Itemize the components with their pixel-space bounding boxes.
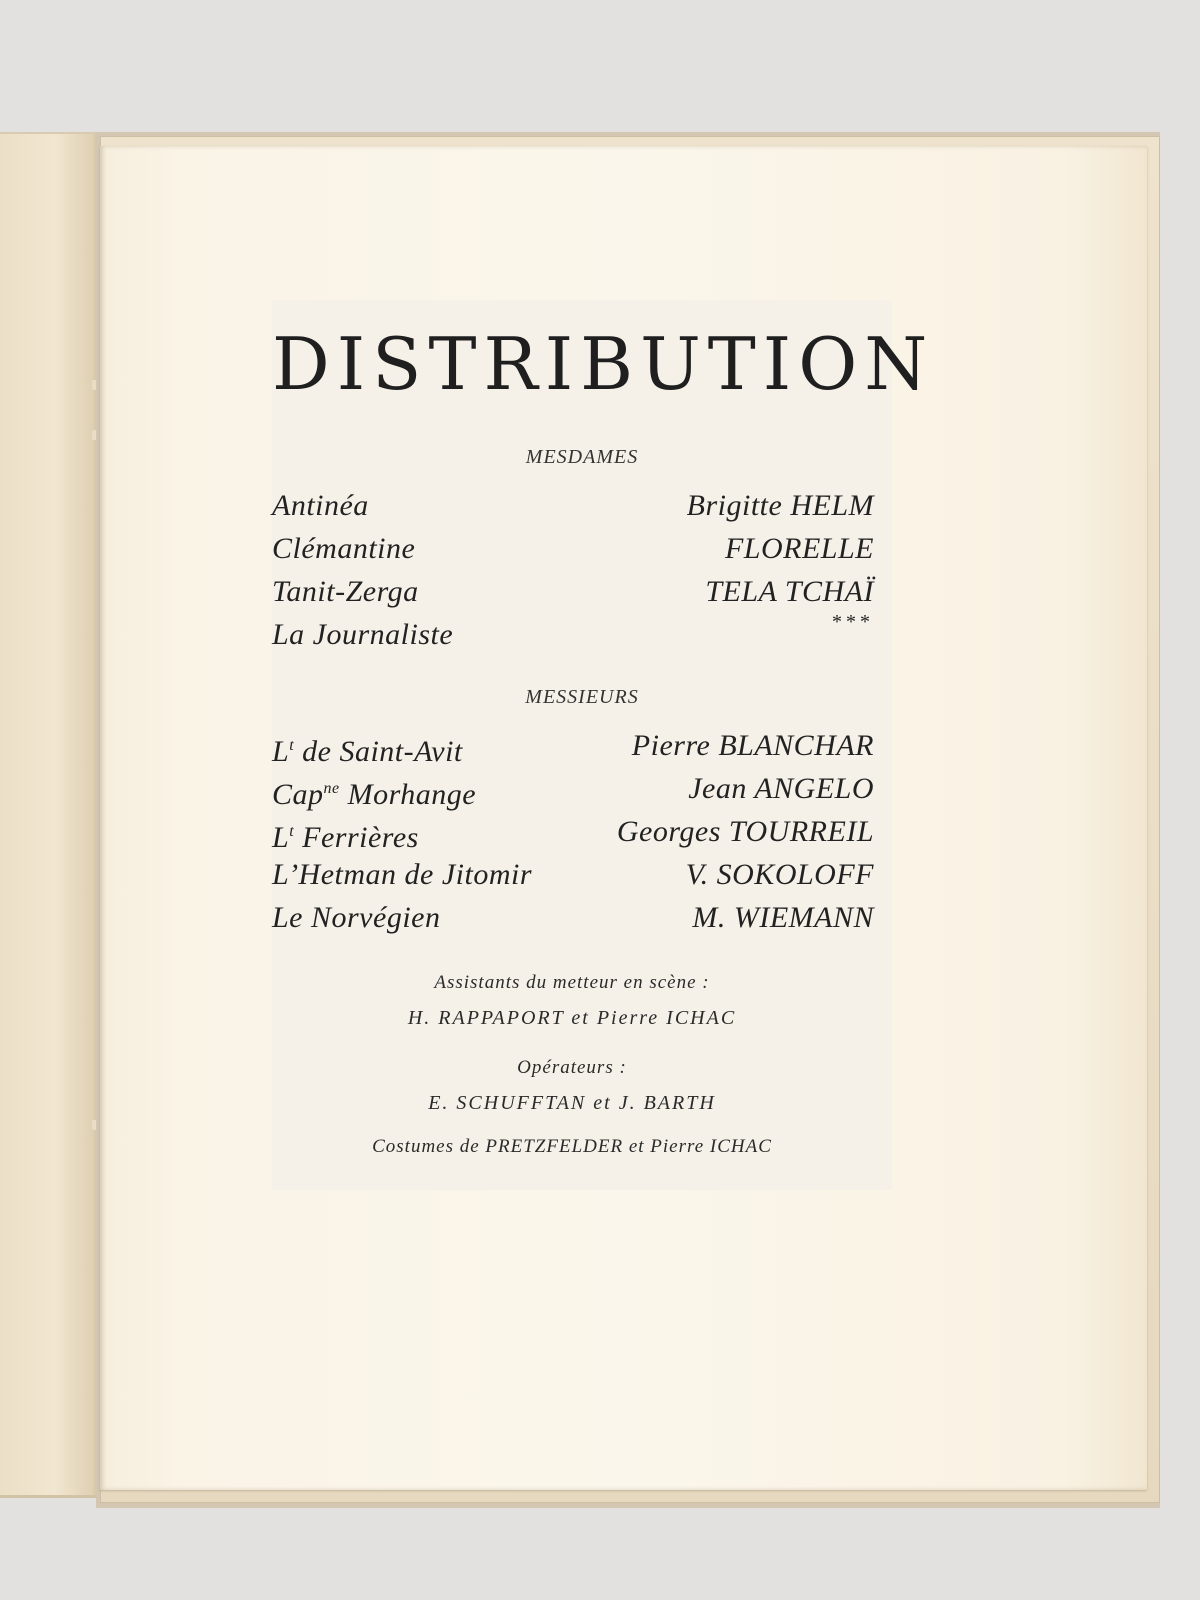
actor-name: M. WIEMANN	[692, 901, 874, 934]
role-name: $L^t$ Ferrières	[272, 821, 419, 854]
actor-name: V. SOKOLOFF	[685, 858, 874, 891]
cast-row	[272, 484, 892, 527]
role-name: La Journaliste	[272, 618, 454, 651]
cast-row	[272, 896, 892, 939]
role-name: Le Norvégien	[272, 901, 441, 934]
role-name: Cap$^{ne}$ Morhange	[272, 778, 477, 811]
actor-name: FLORELLE	[724, 532, 874, 565]
cast-row	[272, 853, 892, 896]
cast-row	[272, 724, 892, 767]
actor-name: Jean ANGELO	[688, 772, 874, 805]
role-name: $L^t$ de Saint-Avit	[272, 735, 463, 768]
role-name: Antinéa	[272, 489, 369, 522]
operateurs-names: E. SCHUFFTAN et J. BARTH	[428, 1092, 716, 1114]
cast-list-block	[272, 300, 935, 1190]
operateurs-label: Opérateurs :	[517, 1057, 627, 1078]
mesdames-heading: MESDAMES	[525, 446, 639, 468]
role-name: Tanit-Zerga	[272, 575, 419, 608]
page-title: DISTRIBUTION	[272, 322, 935, 406]
assistants-names: H. RAPPAPORT et Pierre ICHAC	[407, 1007, 737, 1029]
role-name: L’Hetman de Jitomir	[272, 858, 533, 891]
actor-name-asterism: ***	[832, 611, 874, 633]
messieurs-heading: MESSIEURS	[525, 686, 639, 708]
cast-row	[272, 613, 892, 656]
assistants-label: Assistants du metteur en scène :	[434, 972, 710, 993]
actor-name: Brigitte HELM	[686, 489, 874, 522]
cast-row	[272, 767, 892, 810]
actor-name: Georges TOURREIL	[616, 815, 874, 848]
cast-row	[272, 527, 892, 570]
cast-row	[272, 570, 892, 613]
messieurs-cast-list	[272, 724, 892, 939]
costumes-credit: Costumes de PRETZFELDER et Pierre ICHAC	[372, 1136, 772, 1157]
role-name: Clémantine	[272, 532, 416, 565]
cast-row	[272, 810, 892, 853]
actor-name: TELA TCHAÏ	[705, 575, 874, 608]
actor-name: Pierre BLANCHAR	[631, 729, 874, 762]
mesdames-cast-list	[272, 484, 892, 656]
left-page	[0, 132, 100, 1498]
